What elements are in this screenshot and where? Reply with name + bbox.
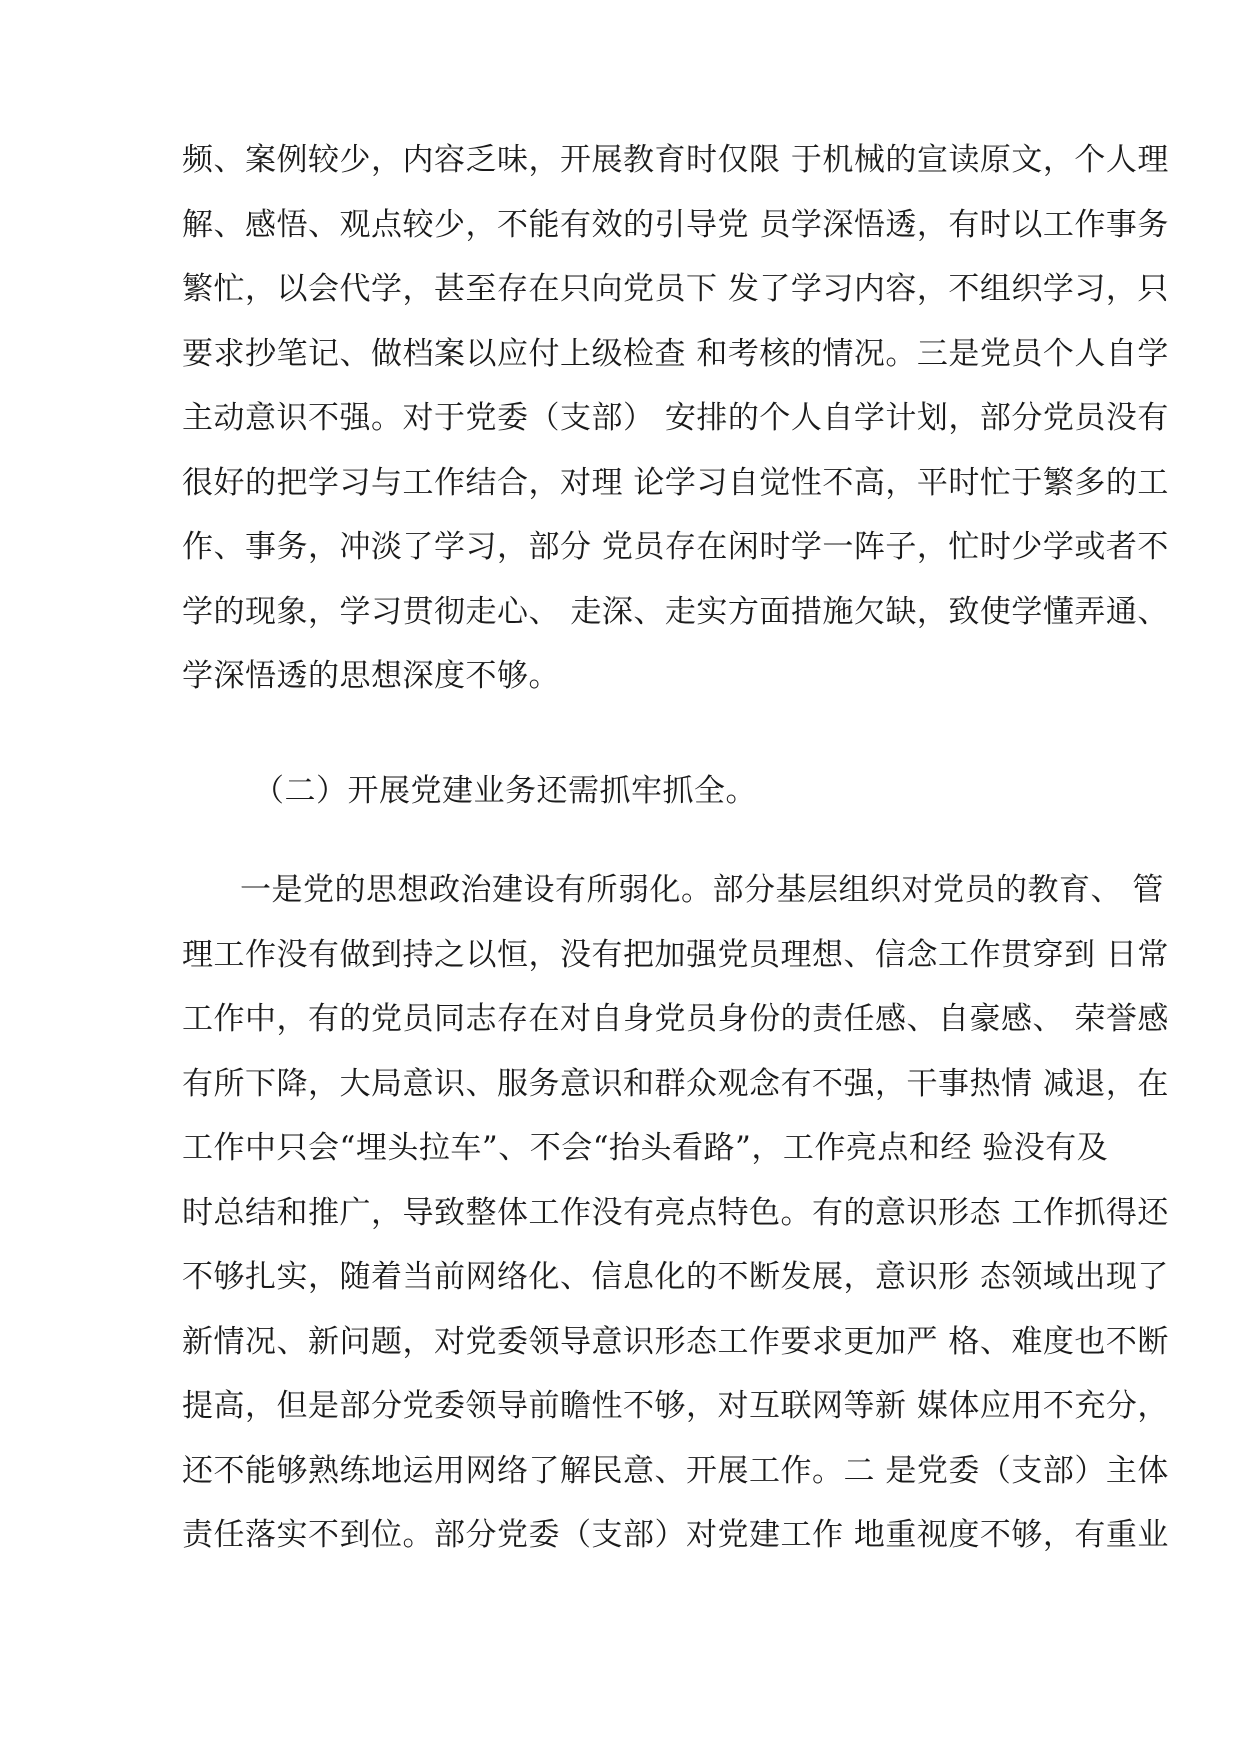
- text-line: 还不能够熟练地运用网络了解民意、开展工作。二 是党委（支部）主体: [182, 1453, 1169, 1489]
- text-line: 时总结和推广，导致整体工作没有亮点特色。有的意识形态 工作抓得还: [182, 1195, 1169, 1231]
- text-line: 作、事务，冲淡了学习，部分 党员存在闲时学一阵子，忙时少学或者不: [182, 529, 1169, 565]
- text-line: 有所下降，大局意识、服务意识和群众观念有不强，干事热情 减退，在: [182, 1066, 1169, 1102]
- text-line: 学的现象，学习贯彻走心、 走深、走实方面措施欠缺，致使学懂弄通、: [182, 594, 1169, 630]
- text-line: 提高，但是部分党委领导前瞻性不够，对互联网等新 媒体应用不充分，: [182, 1388, 1169, 1424]
- section-heading: （二）开展党建业务还需抓牢抓全。: [253, 773, 757, 809]
- text-line: 工作中，有的党员同志存在对自身党员身份的责任感、自豪感、 荣誉感: [182, 1001, 1169, 1037]
- text-line: 学深悟透的思想深度不够。: [182, 658, 560, 694]
- text-line: 很好的把学习与工作结合，对理 论学习自觉性不高，平时忙于繁多的工: [182, 465, 1169, 501]
- text-line: 频、案例较少，内容乏味，开展教育时仅限 于机械的宣读原文，个人理: [182, 142, 1169, 178]
- text-line: 繁忙，以会代学，甚至存在只向党员下 发了学习内容，不组织学习，只: [182, 271, 1169, 307]
- text-line: 新情况、新问题，对党委领导意识形态工作要求更加严 格、难度也不断: [182, 1324, 1169, 1360]
- text-line: 解、感悟、观点较少，不能有效的引导党 员学深悟透，有时以工作事务: [182, 207, 1169, 243]
- text-line: 要求抄笔记、做档案以应付上级检查 和考核的情况。三是党员个人自学: [182, 336, 1169, 372]
- text-line: 工作中只会“埋头拉车”、不会“抬头看路”，工作亮点和经 验没有及: [182, 1130, 1109, 1166]
- text-line: 责任落实不到位。部分党委（支部）对党建工作 地重视度不够，有重业: [182, 1517, 1169, 1553]
- text-line: 不够扎实，随着当前网络化、信息化的不断发展，意识形 态领域出现了: [182, 1259, 1169, 1295]
- text-line: 主动意识不强。对于党委（支部） 安排的个人自学计划，部分党员没有: [182, 400, 1169, 436]
- text-line: 一是党的思想政治建设有所弱化。部分基层组织对党员的教育、 管: [240, 872, 1164, 908]
- text-line: 理工作没有做到持之以恒，没有把加强党员理想、信念工作贯穿到 日常: [182, 937, 1169, 973]
